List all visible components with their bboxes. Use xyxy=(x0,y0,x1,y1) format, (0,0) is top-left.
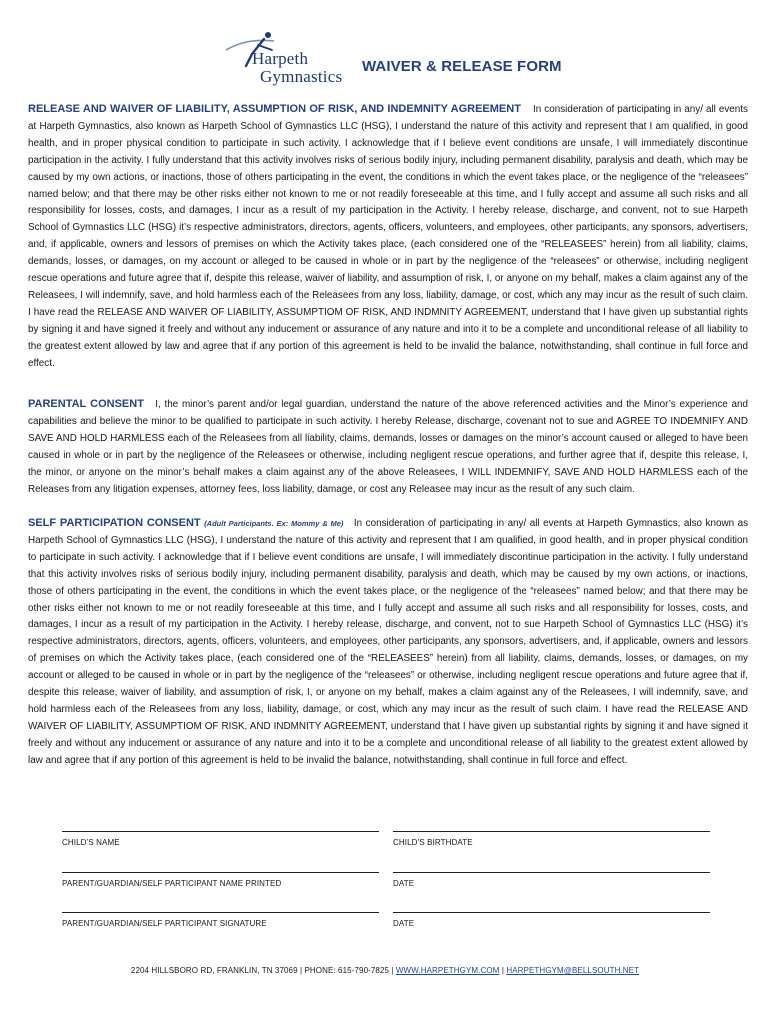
footer-address: 2204 HILLSBORO RD, FRANKLIN, TN 37069 | PHONE: 615-790-7825 | xyxy=(130,966,394,975)
child-birthdate-field[interactable] xyxy=(393,831,710,847)
signature-line[interactable] xyxy=(62,831,379,832)
guardian-signature-label: PARENT/GUARDIAN/SELF PARTICIPANT SIGNATURE xyxy=(62,919,267,928)
footer-separator: | xyxy=(501,966,504,975)
child-name-label: CHILD’S NAME xyxy=(62,838,120,847)
signature-line[interactable] xyxy=(393,872,710,873)
release-waiver-section xyxy=(28,101,748,373)
release-waiver-heading: RELEASE AND WAIVER OF LIABILITY, ASSUMPTION OF RISK, AND INDEMNITY AGREEMENT xyxy=(28,103,521,115)
parental-consent-body: I, the minor’s parent and/or legal guardian, understand the nature of the above referenced activities and the Minor’s experience and capabilities and believe the minor to be qualified to participate in such activity. I hereby Release, discharge, covenant not to sue and AGREE TO INDEMNIFY AND SAVE AND HOLD HARMLESS each of the Releasees from all liability, claims, demands, losses or damages on the minor’s account caused or alleged to have been caused in whole or in part by the negligence of the Releasees or otherwise, including negligent rescue operations, and further agree that if, despite this release, I, the minor, or anyone on the minor’s behalf makes a claim against any of the above Releasees, I WILL INDEMNIFY, SAVE AND HOLD HARMLESS each of the Releases from any litigation expenses, attorney fees, loss liability, damage, or cost any Releasee may incur as the result of any such claim. xyxy=(28,399,748,495)
date-field-1[interactable] xyxy=(393,872,710,888)
self-participation-note: (Adult Participants. Ex: Mommy & Me) xyxy=(204,519,344,528)
self-participation-heading: SELF PARTICIPATION CONSENT xyxy=(28,517,201,529)
date-label-2: DATE xyxy=(393,919,415,928)
guardian-name-field[interactable] xyxy=(62,872,379,888)
logo-text-gymnastics: Gymnastics xyxy=(260,67,343,86)
signature-line[interactable] xyxy=(62,872,379,873)
child-birthdate-label: CHILD’S BIRTHDATE xyxy=(393,838,473,847)
signature-line[interactable] xyxy=(393,831,710,832)
email-link[interactable]: HARPETHGYM@BELLSOUTH.NET xyxy=(506,966,640,975)
release-waiver-body: In consideration of participating in any/ all events at Harpeth Gymnastics, also known as Harpeth School of Gymnastics LLC (HSG), I understand the nature of this activity and represent that I am qualified, in good health, and in proper physical condition to participate in such activity. I acknowledge that if I believe event conditions are unsafe, I will immediately discontinue participation in the activity. I fully understand that this activity involves risks of serious bodily injury, including permanent disability, paralysis and death, which may be caused by my own actions, or inactions, those of others participating in the event, the conditions in which the event takes place, or the negligence of the “releasees” named below; and that there may be other risks either not known to me or not readily foreseeable at this time, and I fully accept and assume all such risks and all responsibility for losses, costs, and damages, I incur as a result of my participation in the Activity. I hereby release, discharge, and convent, not to sue Harpeth School of Gymnastics LLC (HSG) it’s respective administrators, directors, agents, officers, volunteers, and employees, other participants, any sponsors, advertisers, and, if applicable, owners and lessors of premises on which the Activity takes place, (each considered one of the “RELEASEES” herein) from all liability, claims, demands, losses, or damages, on my account or alleged to be caused in whole or in part by the negligence of the “releasees” or otherwise, including negligent rescue operations and future agree that if, despite this release, waiver of liability, and assumption of risk, I, or anyone on my behalf, makes a claim against any of the Releasees, I will indemnify, save, and hold harmless each of the Releasees from any loss, liability, damage, or cost, which any may incur as the result of such claim. I have read the RELEASE AND WAIVER OF LIABILITY, ASSUMPTIOM OF RISK, AND INDMNITY AGREEMENT, understand that I have given up substantial rights by signing it and have signed it freely and without any inducement or assurance of any nature and into it to be a complete and unconditional release of all liability to the greatest extent allowed by law and agree that if any portion of this agreement is held to be invalid the balance, notwithstanding, shall continue in full force and effect. xyxy=(28,104,748,369)
logo-text-harpeth: Harpeth xyxy=(252,49,309,68)
harpeth-logo xyxy=(222,28,348,86)
parental-consent-section xyxy=(28,396,748,498)
website-link[interactable]: WWW.HARPETHGYM.COM xyxy=(395,966,500,975)
child-name-field[interactable] xyxy=(62,831,379,847)
footer xyxy=(0,966,770,975)
date-label-1: DATE xyxy=(393,879,415,888)
guardian-name-label: PARENT/GUARDIAN/SELF PARTICIPANT NAME PRINTED xyxy=(62,879,282,888)
form-title: WAIVER & RELEASE FORM xyxy=(362,58,562,75)
signature-line[interactable] xyxy=(393,912,710,913)
guardian-signature-field[interactable] xyxy=(62,912,379,928)
parental-consent-heading: PARENTAL CONSENT xyxy=(28,398,144,410)
self-participation-section xyxy=(28,515,748,770)
date-field-2[interactable] xyxy=(393,912,710,928)
self-participation-body: In consideration of participating in any/ all events at Harpeth Gymnastics, also known as Harpeth School of Gymnastics LLC (HSG), I understand the nature of this activity and represent that I am qualified, in good health, and in proper physical condition to participate in such activity. I acknowledge that if I believe event conditions are unsafe, I will immediately discontinue participation in the activity. I fully understand that this activity involves risks of serious bodily injury, including permanent disability, paralysis and death, which may be caused by my own actions, or inactions, those of others participating in the event, the conditions in which the event takes place, or the negligence of the “releasees” named below; and that there may be other risks either not known to me or not readily foreseeable at this time, and I fully accept and assume all such risks and all responsibility for losses, costs, and damages, I incur as a result of my participation in the Activity. I hereby release, discharge, and convent, not to sue Harpeth School of Gymnastics LLC (HSG) it’s respective administrators, directors, agents, officers, volunteers, and employees, other participants, any sponsors, advertisers, and, if applicable, owners and lessors of premises on which the Activity takes place, (each considered one of the “RELEASEES” herein) from all liability, claims, demands, losses, or damages, on my account or alleged to be caused in whole or in part by the negligence of the “releasees” or otherwise, including negligent rescue operations and future agree that if, despite this release, waiver of liability, and assumption of risk, I, or anyone on my behalf, makes a claim against any of the Releasees, I will indemnify, save, and hold harmless each of the Releasees from any loss, liability, damage, or cost, which any may incur as the result of such claim. I have read the RELEASE AND WAIVER OF LIABILITY, ASSUMPTIOM OF RISK, AND INDMNITY AGREEMENT, understand that I have given up substantial rights by signing it and have signed it freely and without any inducement or assurance of any nature and into it to be a complete and unconditional release of all liability to the greatest extent allowed by law and agree that if any portion of this agreement is held to be invalid the balance, notwithstanding, shall continue in full force and effect. xyxy=(28,518,749,766)
signature-line[interactable] xyxy=(62,912,379,913)
